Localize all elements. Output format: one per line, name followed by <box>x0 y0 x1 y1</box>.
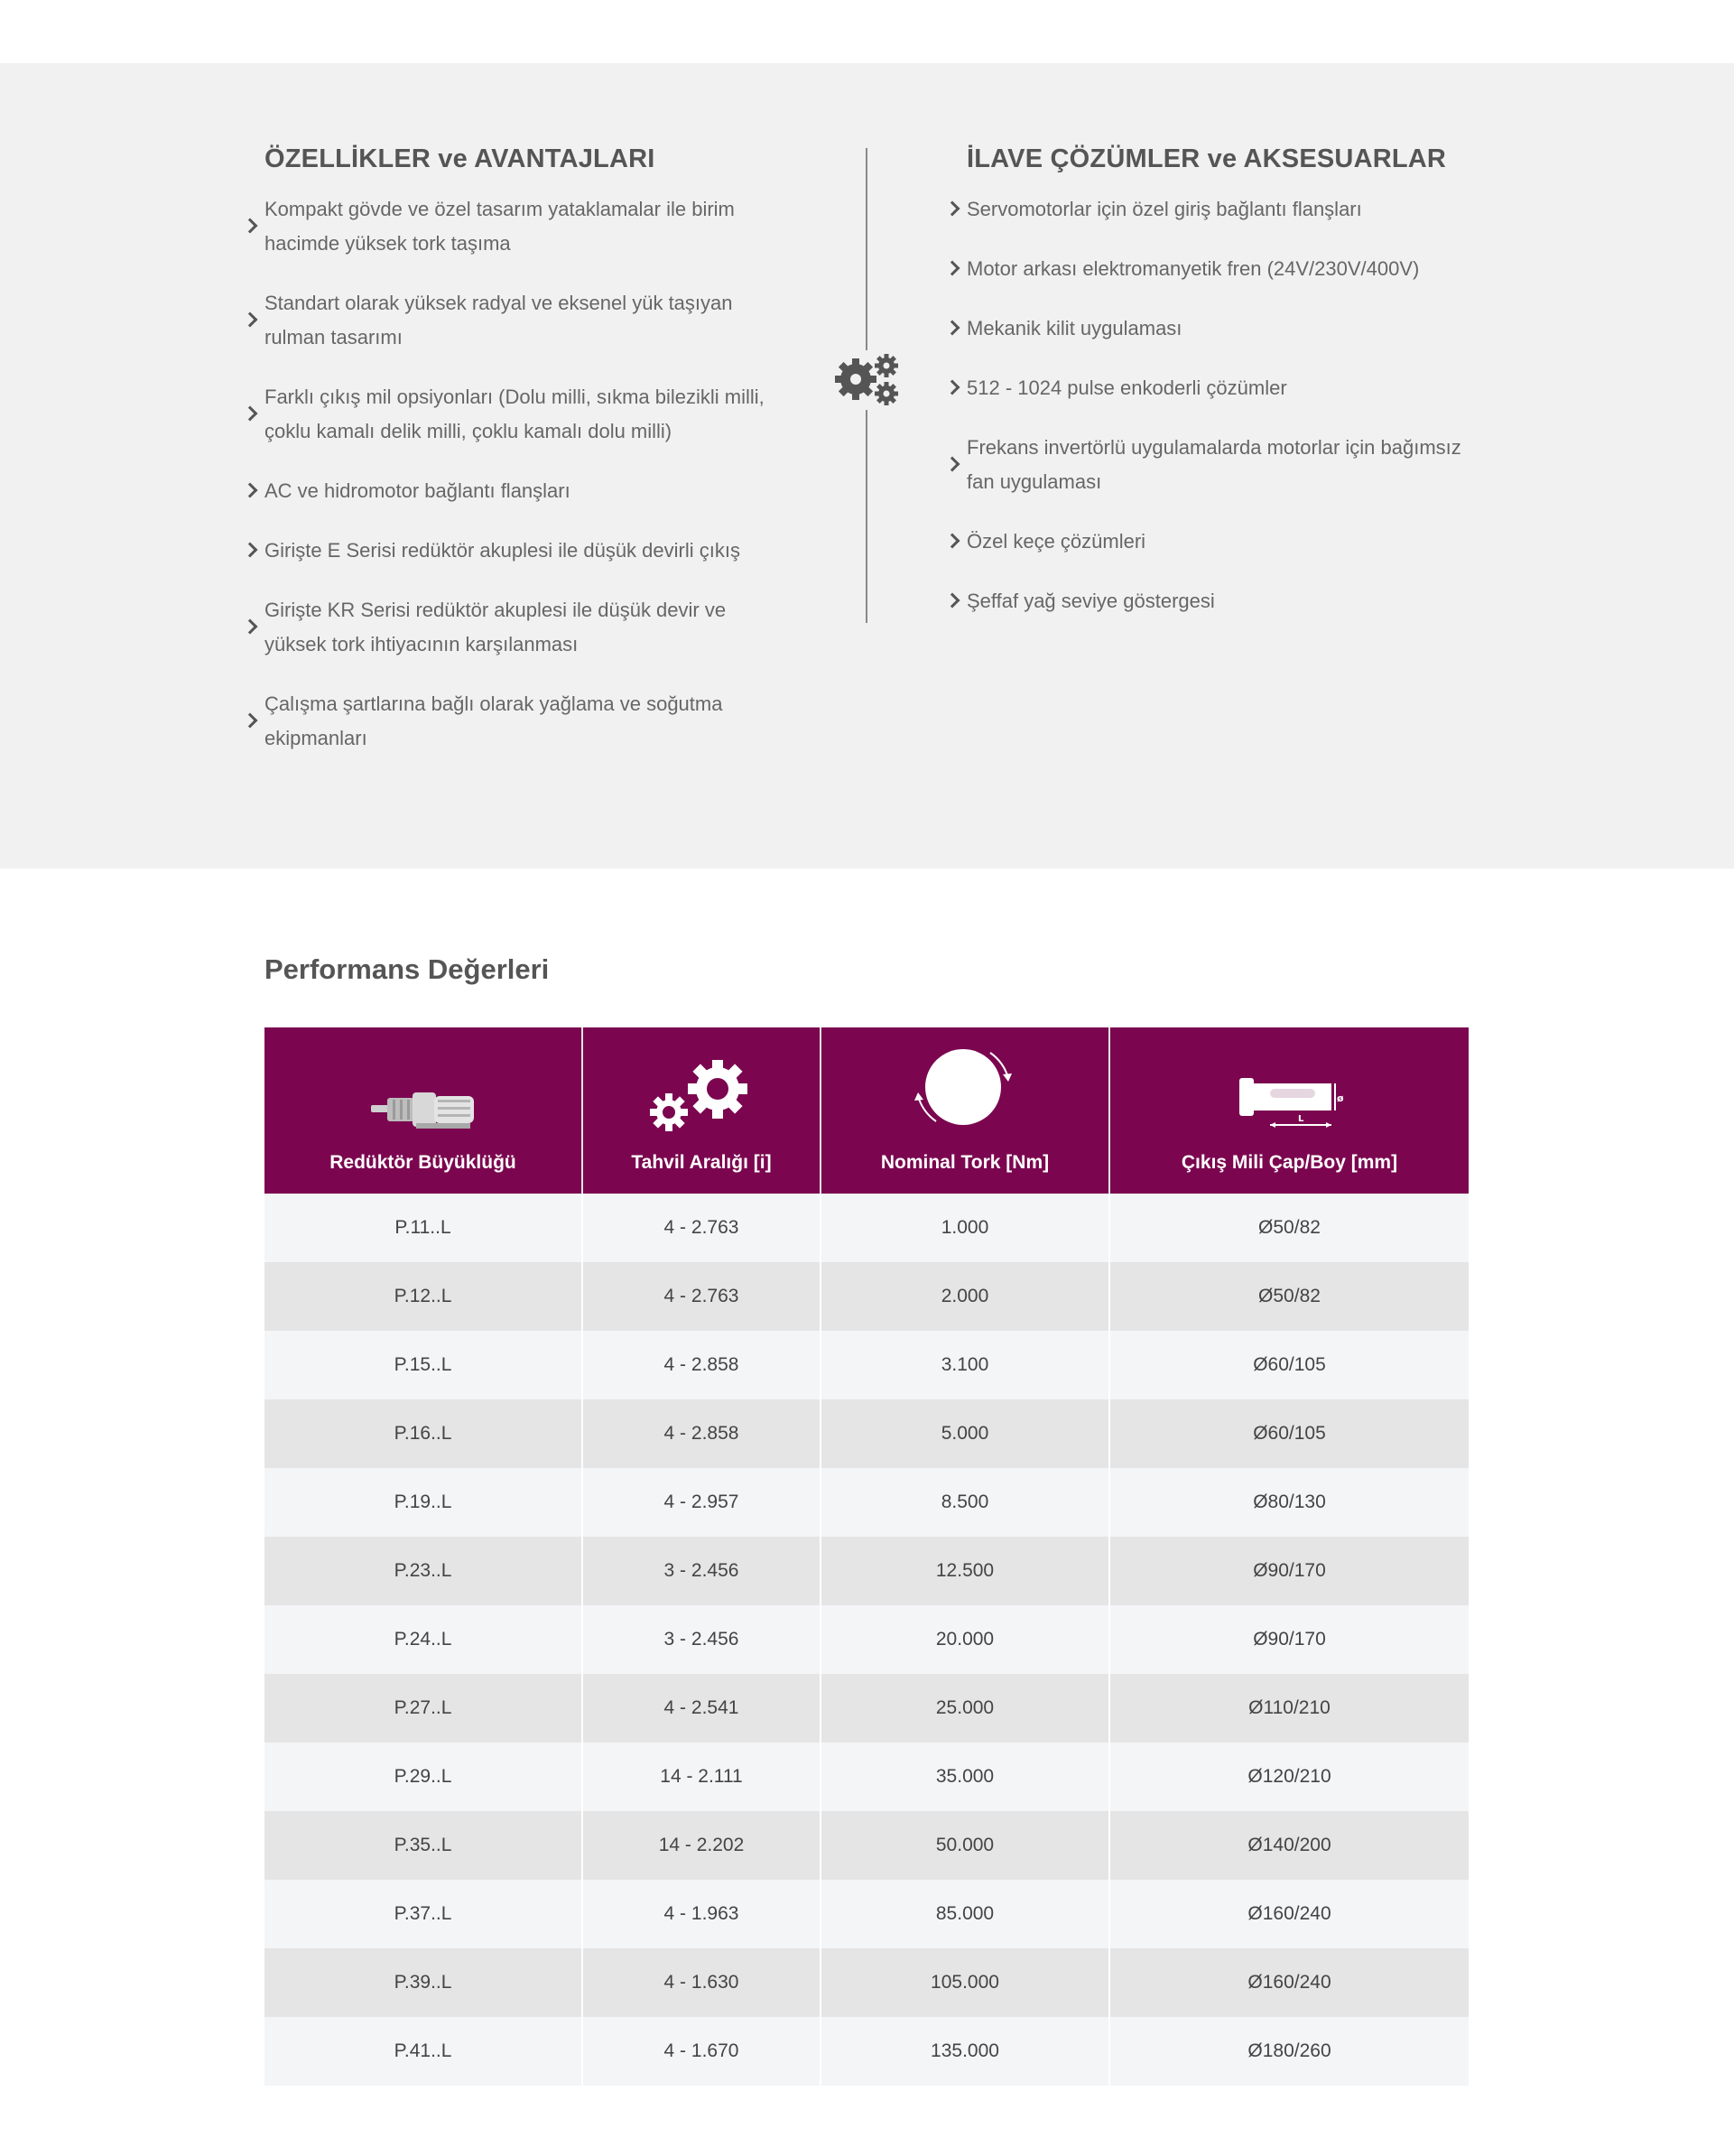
cell-shaft: Ø50/82 <box>1109 1262 1469 1331</box>
svg-text:ø: ø <box>1336 1092 1344 1104</box>
cell-torque: 105.000 <box>821 1948 1109 2017</box>
cell-size: P.19..L <box>264 1468 582 1537</box>
table-row <box>264 1811 1469 1880</box>
table-row <box>264 1605 1469 1674</box>
cell-shaft: Ø120/210 <box>1109 1742 1469 1811</box>
cell-size: P.16..L <box>264 1399 582 1468</box>
chevron-right-icon <box>243 543 258 558</box>
chevron-right-icon <box>243 713 258 729</box>
gearbox-icon <box>369 1087 478 1132</box>
table-row <box>264 1880 1469 1948</box>
header-ratio <box>582 1027 821 1194</box>
chevron-right-icon <box>243 406 258 422</box>
cell-torque: 2.000 <box>821 1262 1109 1331</box>
list-item <box>264 380 788 449</box>
cell-torque: 35.000 <box>821 1742 1109 1811</box>
cell-torque: 8.500 <box>821 1468 1109 1537</box>
cell-torque: 3.100 <box>821 1331 1109 1399</box>
chevron-right-icon <box>243 483 258 498</box>
list-item <box>264 474 788 508</box>
chevron-right-icon <box>945 261 960 276</box>
cell-size: P.15..L <box>264 1331 582 1399</box>
cell-size: P.29..L <box>264 1742 582 1811</box>
list-item <box>967 525 1490 559</box>
cell-shaft: Ø110/210 <box>1109 1674 1469 1742</box>
cell-shaft: Ø90/170 <box>1109 1605 1469 1674</box>
cell-ratio: 4 - 1.670 <box>582 2017 821 2086</box>
list-item-text: Frekans invertörlü uygulamalarda motorlar için bağımsız fan uygulaması <box>967 436 1461 493</box>
chevron-right-icon <box>243 619 258 635</box>
torque-icon <box>911 1045 1019 1132</box>
cell-size: P.39..L <box>264 1948 582 2017</box>
chevron-right-icon <box>945 380 960 395</box>
list-item-text: Mekanik kilit uygulaması <box>967 317 1182 339</box>
cell-size: P.23..L <box>264 1537 582 1605</box>
cell-shaft: Ø60/105 <box>1109 1331 1469 1399</box>
cell-ratio: 14 - 2.111 <box>582 1742 821 1811</box>
cell-torque: 12.500 <box>821 1537 1109 1605</box>
table-row <box>264 1674 1469 1742</box>
cell-ratio: 3 - 2.456 <box>582 1605 821 1674</box>
table-body <box>264 1194 1469 2086</box>
cell-shaft: Ø90/170 <box>1109 1537 1469 1605</box>
header-torque <box>821 1027 1109 1194</box>
accessories-list <box>967 192 1490 618</box>
gears-icon <box>832 350 903 410</box>
chevron-right-icon <box>945 534 960 549</box>
list-item <box>967 192 1490 227</box>
list-item <box>967 431 1490 499</box>
cell-size: P.27..L <box>264 1674 582 1742</box>
table-row <box>264 1262 1469 1331</box>
cell-shaft: Ø180/260 <box>1109 2017 1469 2086</box>
cell-ratio: 3 - 2.456 <box>582 1537 821 1605</box>
cell-torque: 25.000 <box>821 1674 1109 1742</box>
cell-ratio: 4 - 1.630 <box>582 1948 821 2017</box>
accessories-column <box>967 146 1490 644</box>
features-section <box>0 63 1734 869</box>
cell-torque: 85.000 <box>821 1880 1109 1948</box>
chevron-right-icon <box>945 593 960 609</box>
cell-shaft: Ø160/240 <box>1109 1880 1469 1948</box>
cell-shaft: Ø60/105 <box>1109 1399 1469 1468</box>
table-row <box>264 1948 1469 2017</box>
table-header-row <box>264 1027 1469 1194</box>
list-item-text: Girişte KR Serisi redüktör akuplesi ile düşük devir ve yüksek tork ihtiyacının karşılanması <box>264 599 727 655</box>
list-item <box>264 593 788 662</box>
cell-ratio: 4 - 2.858 <box>582 1331 821 1399</box>
table-row <box>264 1331 1469 1399</box>
features-list <box>264 192 788 756</box>
cell-ratio: 4 - 2.541 <box>582 1674 821 1742</box>
list-item <box>264 534 788 568</box>
cell-torque: 50.000 <box>821 1811 1109 1880</box>
chevron-right-icon <box>945 457 960 472</box>
cell-shaft: Ø160/240 <box>1109 1948 1469 2017</box>
list-item-text: 512 - 1024 pulse enkoderli çözümler <box>967 376 1287 399</box>
performance-title: Performans Değerleri <box>264 953 550 985</box>
list-item-text: Standart olarak yüksek radyal ve eksenel yük taşıyan rulman tasarımı <box>264 292 733 348</box>
list-item-text: AC ve hidromotor bağlantı flanşları <box>264 479 570 502</box>
cell-ratio: 4 - 2.858 <box>582 1399 821 1468</box>
performance-table <box>264 1027 1469 2086</box>
header-shaft-label: Çıkış Mili Çap/Boy [mm] <box>1181 1152 1398 1173</box>
cell-size: P.12..L <box>264 1262 582 1331</box>
list-item-text: Servomotorlar için özel giriş bağlantı flanşları <box>967 198 1362 220</box>
cell-size: P.37..L <box>264 1880 582 1948</box>
list-item <box>967 311 1490 346</box>
cell-shaft: Ø80/130 <box>1109 1468 1469 1537</box>
table-row <box>264 1194 1469 1262</box>
cell-torque: 20.000 <box>821 1605 1109 1674</box>
features-title: ÖZELLİKLER ve AVANTAJLARI <box>264 144 655 173</box>
cell-size: P.35..L <box>264 1811 582 1880</box>
cell-ratio: 4 - 1.963 <box>582 1880 821 1948</box>
cell-size: P.41..L <box>264 2017 582 2086</box>
list-item-text: Farklı çıkış mil opsiyonları (Dolu milli, sıkma bilezikli milli, çoklu kamalı delik milli, çoklu kamalı dolu milli) <box>264 386 765 442</box>
shaft-icon <box>1236 1073 1344 1132</box>
gears-icon <box>647 1060 756 1132</box>
cell-size: P.11..L <box>264 1194 582 1262</box>
list-item <box>967 252 1490 286</box>
svg-text:L: L <box>1297 1114 1303 1124</box>
table-row <box>264 1537 1469 1605</box>
cell-torque: 5.000 <box>821 1399 1109 1468</box>
cell-torque: 1.000 <box>821 1194 1109 1262</box>
cell-shaft: Ø140/200 <box>1109 1811 1469 1880</box>
cell-size: P.24..L <box>264 1605 582 1674</box>
list-item-text: Motor arkası elektromanyetik fren (24V/230V/400V) <box>967 257 1420 280</box>
chevron-right-icon <box>945 321 960 336</box>
header-size <box>264 1027 582 1194</box>
chevron-right-icon <box>243 218 258 234</box>
list-item <box>264 192 788 261</box>
chevron-right-icon <box>945 201 960 217</box>
features-column <box>264 146 788 781</box>
table-row <box>264 1742 1469 1811</box>
cell-shaft: Ø50/82 <box>1109 1194 1469 1262</box>
list-item <box>264 286 788 355</box>
list-item-text: Özel keçe çözümleri <box>967 530 1146 553</box>
list-item-text: Şeffaf yağ seviye göstergesi <box>967 590 1215 612</box>
header-ratio-label: Tahvil Aralığı [i] <box>631 1152 772 1173</box>
header-size-label: Redüktör Büyüklüğü <box>329 1152 516 1173</box>
list-item-text: Girişte E Serisi redüktör akuplesi ile düşük devirli çıkış <box>264 539 740 562</box>
cell-ratio: 4 - 2.763 <box>582 1194 821 1262</box>
accessories-title: İLAVE ÇÖZÜMLER ve AKSESUARLAR <box>967 144 1447 173</box>
list-item-text: Kompakt gövde ve özel tasarım yataklamalar ile birim hacimde yüksek tork taşıma <box>264 198 735 255</box>
table-row <box>264 1399 1469 1468</box>
list-item <box>967 584 1490 618</box>
table-row <box>264 2017 1469 2086</box>
list-item-text: Çalışma şartlarına bağlı olarak yağlama ve soğutma ekipmanları <box>264 692 723 749</box>
list-item <box>967 371 1490 405</box>
cell-ratio: 4 - 2.763 <box>582 1262 821 1331</box>
cell-torque: 135.000 <box>821 2017 1109 2086</box>
chevron-right-icon <box>243 312 258 328</box>
cell-ratio: 14 - 2.202 <box>582 1811 821 1880</box>
table-row <box>264 1468 1469 1537</box>
cell-ratio: 4 - 2.957 <box>582 1468 821 1537</box>
header-torque-label: Nominal Tork [Nm] <box>880 1152 1050 1173</box>
header-shaft <box>1109 1027 1469 1194</box>
list-item <box>264 687 788 756</box>
